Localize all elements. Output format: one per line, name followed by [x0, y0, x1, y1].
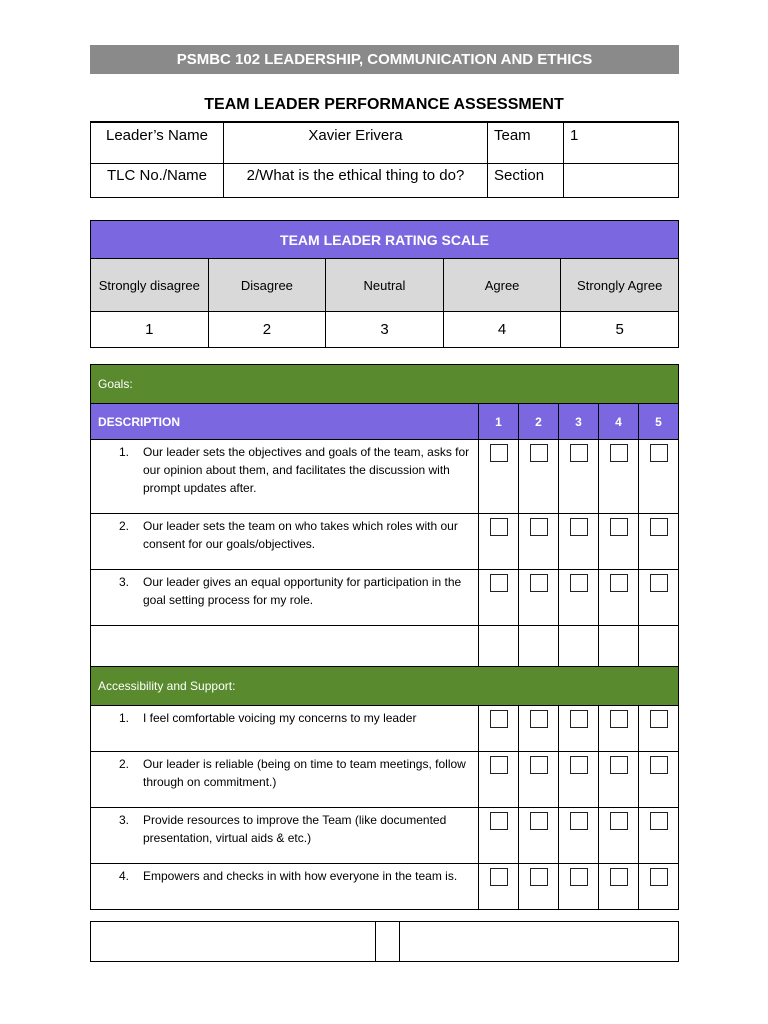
rating-column-header: 3 [559, 404, 599, 440]
rating-checkbox[interactable] [610, 444, 628, 462]
assessment-item-row [91, 514, 679, 570]
rating-cell [639, 864, 679, 910]
leader-name-label: Leader’s Name [91, 122, 224, 164]
rating-cell [599, 752, 639, 808]
rating-cell [519, 440, 559, 514]
description-header-row [91, 404, 679, 440]
team-value[interactable]: 1 [564, 122, 679, 164]
scale-label: Strongly disagree [91, 259, 209, 312]
rating-checkbox[interactable] [570, 574, 588, 592]
item-number: 2. [119, 757, 130, 771]
assessment-item-row [91, 808, 679, 864]
rating-checkbox[interactable] [570, 444, 588, 462]
item-text: I feel comfortable voicing my concerns to my leader [143, 711, 417, 725]
item-number: 3. [119, 575, 130, 589]
rating-checkbox[interactable] [610, 756, 628, 774]
section-value[interactable] [564, 164, 679, 198]
rating-column-header: 4 [599, 404, 639, 440]
description-header: DESCRIPTION [91, 404, 479, 440]
team-label: Team [488, 122, 564, 164]
item-text: Provide resources to improve the Team (like documented presentation, virtual aids & etc.) [143, 813, 447, 845]
item-text: Our leader gives an equal opportunity for participation in the goal setting process for my role. [143, 575, 462, 607]
assessment-table [90, 364, 679, 910]
rating-cell [479, 440, 519, 514]
item-text: Empowers and checks in with how everyone in the team is. [143, 869, 458, 883]
rating-column-header: 1 [479, 404, 519, 440]
rating-cell [559, 570, 599, 626]
rating-checkbox[interactable] [490, 756, 508, 774]
item-description [91, 514, 479, 570]
section-title: Accessibility and Support: [91, 667, 679, 706]
footer-cell [376, 922, 400, 962]
rating-checkbox[interactable] [490, 812, 508, 830]
leader-info-table [90, 121, 679, 198]
rating-column-header: 5 [639, 404, 679, 440]
assessment-item-row [91, 752, 679, 808]
rating-checkbox[interactable] [490, 518, 508, 536]
item-number: 3. [119, 813, 130, 827]
rating-cell [599, 864, 639, 910]
rating-cell [519, 514, 559, 570]
rating-checkbox[interactable] [570, 710, 588, 728]
rating-cell [639, 440, 679, 514]
rating-checkbox[interactable] [650, 574, 668, 592]
scale-value: 4 [443, 312, 561, 348]
form-title: TEAM LEADER PERFORMANCE ASSESSMENT [204, 96, 564, 113]
rating-checkbox[interactable] [490, 868, 508, 886]
item-description [91, 570, 479, 626]
rating-cell [519, 808, 559, 864]
empty-cell [639, 626, 679, 667]
rating-cell [479, 808, 519, 864]
rating-cell [479, 570, 519, 626]
rating-cell [599, 570, 639, 626]
rating-checkbox[interactable] [530, 812, 548, 830]
rating-checkbox[interactable] [570, 756, 588, 774]
rating-checkbox[interactable] [530, 574, 548, 592]
rating-cell [559, 514, 599, 570]
item-number: 2. [119, 519, 130, 533]
item-text: Our leader sets the team on who takes which roles with our consent for our goals/objectives. [143, 519, 458, 551]
rating-checkbox[interactable] [610, 868, 628, 886]
rating-cell [639, 570, 679, 626]
section-title: Goals: [91, 365, 679, 404]
scale-label: Strongly Agree [561, 259, 679, 312]
rating-cell [639, 514, 679, 570]
rating-checkbox[interactable] [650, 756, 668, 774]
rating-scale-table [90, 220, 679, 348]
empty-cell [519, 626, 559, 667]
item-description [91, 864, 479, 910]
rating-checkbox[interactable] [650, 710, 668, 728]
assessment-item-row [91, 864, 679, 910]
rating-cell [599, 514, 639, 570]
rating-column-header: 2 [519, 404, 559, 440]
rating-cell [519, 570, 559, 626]
course-banner: PSMBC 102 LEADERSHIP, COMMUNICATION AND ETHICS [90, 45, 679, 74]
empty-cell [479, 626, 519, 667]
rating-checkbox[interactable] [610, 518, 628, 536]
rating-cell [599, 440, 639, 514]
rating-cell [519, 864, 559, 910]
empty-cell [599, 626, 639, 667]
item-number: 1. [119, 445, 130, 459]
rating-checkbox[interactable] [490, 710, 508, 728]
rating-checkbox[interactable] [530, 444, 548, 462]
rating-cell [479, 514, 519, 570]
item-description [91, 440, 479, 514]
item-description [91, 752, 479, 808]
rating-checkbox[interactable] [650, 444, 668, 462]
rating-checkbox[interactable] [650, 518, 668, 536]
scale-value: 1 [91, 312, 209, 348]
footer-cell[interactable] [400, 922, 679, 962]
assessment-item-row [91, 570, 679, 626]
rating-checkbox[interactable] [570, 868, 588, 886]
rating-cell [639, 808, 679, 864]
rating-cell [639, 706, 679, 752]
tlc-label: TLC No./Name [91, 164, 224, 198]
rating-checkbox[interactable] [650, 812, 668, 830]
rating-cell [519, 706, 559, 752]
rating-checkbox[interactable] [570, 518, 588, 536]
item-number: 4. [119, 869, 130, 883]
footer-signature-table [90, 921, 679, 962]
footer-cell[interactable] [91, 922, 376, 962]
rating-cell [599, 808, 639, 864]
rating-cell [559, 864, 599, 910]
rating-cell [479, 706, 519, 752]
rating-checkbox[interactable] [610, 710, 628, 728]
rating-cell [559, 440, 599, 514]
scale-value: 3 [326, 312, 444, 348]
rating-checkbox[interactable] [570, 812, 588, 830]
item-description [91, 808, 479, 864]
section-label: Section [488, 164, 564, 198]
tlc-value[interactable]: 2/What is the ethical thing to do? [224, 164, 488, 198]
assessment-item-row [91, 440, 679, 514]
scale-label: Neutral [326, 259, 444, 312]
section-header-row [91, 667, 679, 706]
empty-row [91, 626, 679, 667]
rating-checkbox[interactable] [490, 444, 508, 462]
rating-checkbox[interactable] [530, 868, 548, 886]
scale-value: 2 [208, 312, 326, 348]
item-text: Our leader is reliable (being on time to team meetings, follow through on commitment.) [143, 757, 466, 789]
rating-cell [559, 752, 599, 808]
item-number: 1. [119, 711, 130, 725]
rating-checkbox[interactable] [650, 868, 668, 886]
rating-checkbox[interactable] [530, 710, 548, 728]
scale-value: 5 [561, 312, 679, 348]
rating-cell [559, 808, 599, 864]
leader-name-value[interactable]: Xavier Erivera [224, 122, 488, 164]
assessment-item-row [91, 706, 679, 752]
rating-checkbox[interactable] [610, 574, 628, 592]
rating-cell [479, 864, 519, 910]
empty-cell [91, 626, 479, 667]
section-header-row [91, 365, 679, 404]
rating-scale-title: TEAM LEADER RATING SCALE [91, 221, 679, 259]
item-text: Our leader sets the objectives and goals of the team, asks for our opinion about them, and facilitates the discussion with prompt updates after. [143, 445, 470, 495]
rating-checkbox[interactable] [530, 518, 548, 536]
rating-cell [599, 706, 639, 752]
rating-checkbox[interactable] [610, 812, 628, 830]
item-description [91, 706, 479, 752]
rating-cell [639, 752, 679, 808]
rating-cell [559, 706, 599, 752]
scale-label: Agree [443, 259, 561, 312]
scale-label: Disagree [208, 259, 326, 312]
rating-cell [479, 752, 519, 808]
rating-checkbox[interactable] [530, 756, 548, 774]
rating-cell [519, 752, 559, 808]
empty-cell [559, 626, 599, 667]
rating-checkbox[interactable] [490, 574, 508, 592]
